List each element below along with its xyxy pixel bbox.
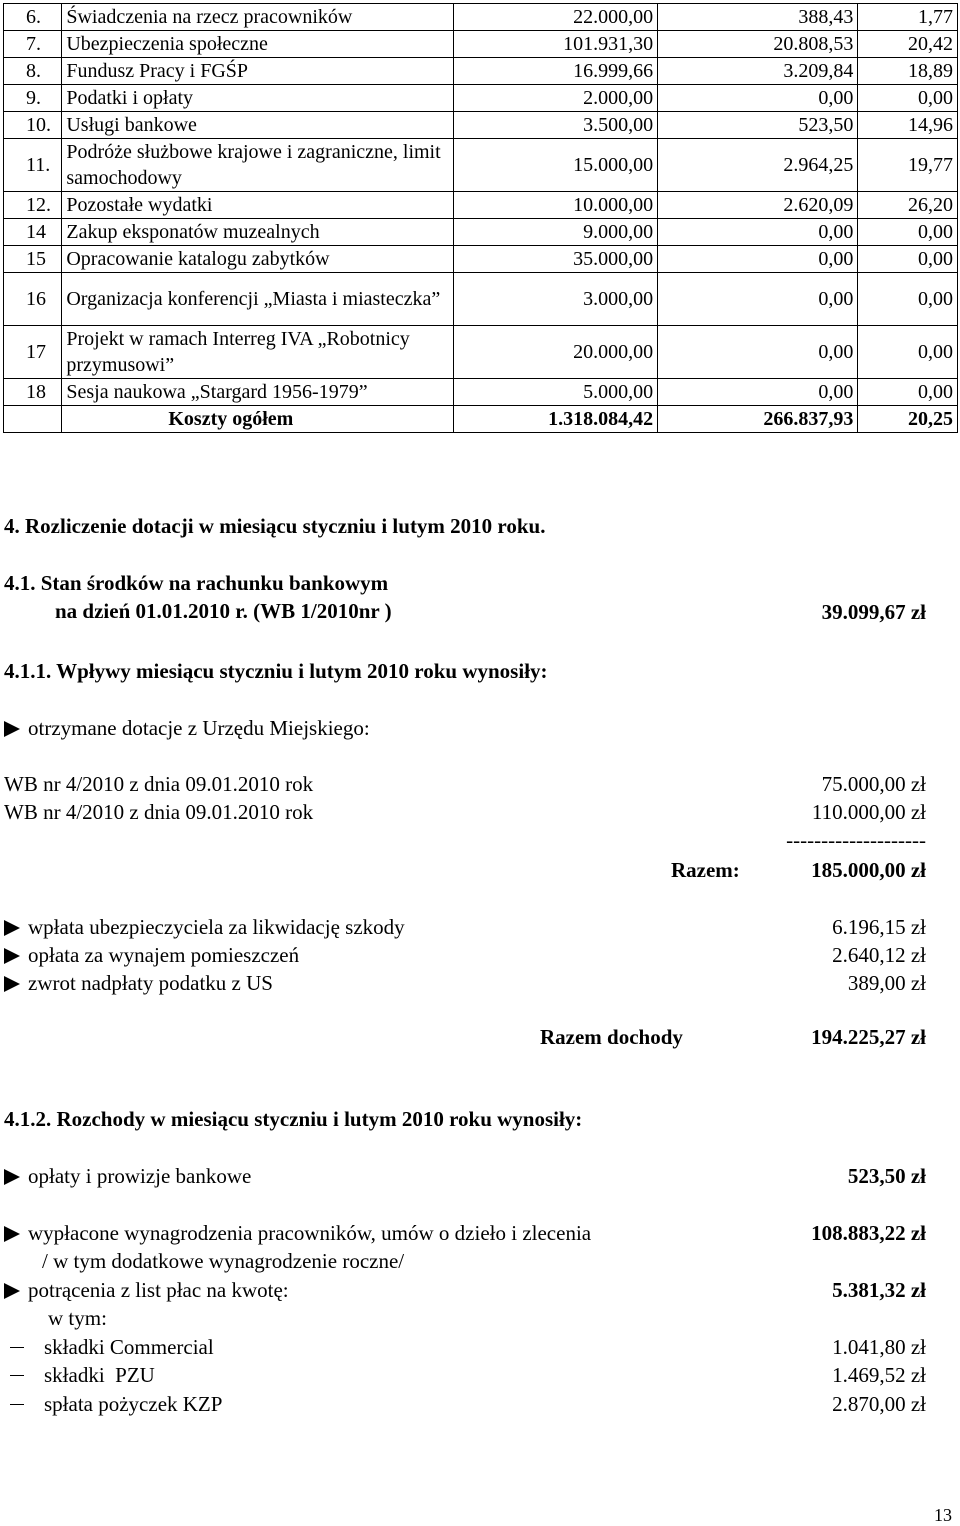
- row-name-cell: Świadczenia na rzecz pracowników: [62, 4, 453, 31]
- row-plan-cell: 10.000,00: [453, 192, 657, 219]
- row-executed-cell: 3.209,84: [658, 58, 858, 85]
- row-executed-cell: 523,50: [658, 112, 858, 139]
- row-number-cell: 15: [4, 246, 62, 273]
- arrow-bullet-icon: [4, 948, 20, 964]
- row-number-cell: 18: [4, 379, 62, 406]
- deductions-item: [4, 1278, 289, 1303]
- deduction-label: składki PZU: [44, 1363, 155, 1387]
- deduction-item-3: [10, 1392, 222, 1417]
- opening-balance-amount: 39.099,67 zł: [821, 600, 926, 624]
- row-executed-cell: 0,00: [658, 219, 858, 246]
- row-name-cell: Fundusz Pracy i FGŚP: [62, 58, 453, 85]
- row-number-cell: 16: [4, 273, 62, 326]
- row-executed-cell: 20.808,53: [658, 31, 858, 58]
- row-name-cell: Organizacja konferencji „Miasta i miasteczka”: [62, 273, 453, 326]
- row-percent-cell: 0,00: [858, 326, 958, 379]
- including-label: w tym:: [48, 1306, 107, 1330]
- wb-label-2: WB nr 4/2010 z dnia 09.01.2010 rok: [4, 800, 314, 824]
- table-row: [4, 31, 958, 58]
- row-name-cell: Zakup eksponatów muzealnych: [62, 219, 453, 246]
- income-item-label: wpłata ubezpieczyciela za likwidację szkody: [28, 915, 405, 939]
- row-percent-cell: 0,00: [858, 379, 958, 406]
- row-number-cell: 11.: [4, 139, 62, 192]
- row-executed-cell: 0,00: [658, 273, 858, 326]
- income-item-2: [4, 943, 299, 968]
- arrow-bullet-icon: [4, 721, 20, 737]
- deduction-amount: 1.469,52 zł: [832, 1363, 926, 1387]
- row-executed-cell: 0,00: [658, 85, 858, 112]
- table-row: [4, 85, 958, 112]
- bank-fees-label: opłaty i prowizje bankowe: [28, 1164, 252, 1188]
- row-plan-cell: 3.500,00: [453, 112, 657, 139]
- table-row: [4, 326, 958, 379]
- row-executed-cell: 0,00: [658, 246, 858, 273]
- row-percent-cell: 0,00: [858, 246, 958, 273]
- row-name-cell: Usługi bankowe: [62, 112, 453, 139]
- row-name-cell: Ubezpieczenia społeczne: [62, 31, 453, 58]
- income-item-3: [4, 971, 273, 996]
- wb-amount-2: 110.000,00 zł: [811, 800, 926, 824]
- subsidies-sum-amount: 185.000,00 zł: [811, 858, 926, 882]
- row-plan-cell: 20.000,00: [453, 326, 657, 379]
- income-total-amount: 194.225,27 zł: [811, 1025, 926, 1049]
- arrow-bullet-icon: [4, 920, 20, 936]
- row-plan-cell: 101.931,30: [453, 31, 657, 58]
- row-number-cell: 10.: [4, 112, 62, 139]
- row-number-cell: 7.: [4, 31, 62, 58]
- row-number-cell: 14: [4, 219, 62, 246]
- income-item-amount: 2.640,12 zł: [832, 943, 926, 967]
- table-row: [4, 139, 958, 192]
- table-row: [4, 4, 958, 31]
- dash-bullet-icon: [10, 1347, 24, 1349]
- row-plan-cell: 35.000,00: [453, 246, 657, 273]
- deduction-amount: 2.870,00 zł: [832, 1392, 926, 1416]
- separator-line: --------------------: [786, 828, 926, 852]
- row-plan-cell: 5.000,00: [453, 379, 657, 406]
- row-percent-cell: 20,42: [858, 31, 958, 58]
- arrow-bullet-icon: [4, 1226, 20, 1242]
- arrow-bullet-icon: [4, 1169, 20, 1185]
- row-plan-cell: 2.000,00: [453, 85, 657, 112]
- deduction-amount: 1.041,80 zł: [832, 1335, 926, 1359]
- row-plan-cell: 16.999,66: [453, 58, 657, 85]
- row-number-cell: 9.: [4, 85, 62, 112]
- salaries-note: / w tym dodatkowe wynagrodzenie roczne/: [42, 1249, 405, 1273]
- income-item-amount: 6.196,15 zł: [832, 915, 926, 939]
- wb-amount-1: 75.000,00 zł: [821, 772, 926, 796]
- row-percent-cell: 0,00: [858, 85, 958, 112]
- row-percent-cell: 0,00: [858, 273, 958, 326]
- section-4-1-date-line: na dzień 01.01.2010 r. (WB 1/2010nr ): [55, 599, 392, 623]
- row-name-cell: Projekt w ramach Interreg IVA „Robotnicy przymusowi”: [62, 326, 453, 379]
- total-percent-cell: 20,25: [858, 406, 958, 433]
- budget-table: [3, 3, 958, 433]
- row-executed-cell: 2.964,25: [658, 139, 858, 192]
- salaries-amount: 108.883,22 zł: [811, 1221, 926, 1245]
- wb-label-1: WB nr 4/2010 z dnia 09.01.2010 rok: [4, 772, 314, 796]
- table-row: [4, 379, 958, 406]
- arrow-bullet-icon: [4, 1283, 20, 1299]
- row-percent-cell: 0,00: [858, 219, 958, 246]
- salaries-label: wypłacone wynagrodzenia pracowników, umów o dzieło i zlecenia: [28, 1221, 592, 1245]
- row-executed-cell: 388,43: [658, 4, 858, 31]
- table-row: [4, 219, 958, 246]
- row-percent-cell: 18,89: [858, 58, 958, 85]
- salaries-item: [4, 1221, 591, 1246]
- income-item-amount: 389,00 zł: [847, 971, 926, 995]
- row-name-cell: Podatki i opłaty: [62, 85, 453, 112]
- row-number-cell: 17: [4, 326, 62, 379]
- table-row: [4, 192, 958, 219]
- row-percent-cell: 1,77: [858, 4, 958, 31]
- subsidies-sum-label: Razem:: [671, 858, 740, 882]
- bank-fees-item: [4, 1164, 251, 1189]
- row-number-cell: 6.: [4, 4, 62, 31]
- deduction-item-1: [10, 1335, 214, 1360]
- section-4-1-2-heading: 4.1.2. Rozchody w miesiącu styczniu i lutym 2010 roku wynosiły:: [4, 1107, 583, 1131]
- row-name-cell: Pozostałe wydatki: [62, 192, 453, 219]
- row-executed-cell: 0,00: [658, 379, 858, 406]
- dash-bullet-icon: [10, 1375, 24, 1377]
- income-total-label: Razem dochody: [540, 1025, 683, 1049]
- arrow-bullet-icon: [4, 976, 20, 992]
- row-plan-cell: 9.000,00: [453, 219, 657, 246]
- total-executed-cell: 266.837,93: [658, 406, 858, 433]
- income-item-label: opłata za wynajem pomieszczeń: [28, 943, 300, 967]
- row-executed-cell: 0,00: [658, 326, 858, 379]
- dash-bullet-icon: [10, 1404, 24, 1406]
- section-4-1-1-heading: 4.1.1. Wpływy miesiącu styczniu i lutym 2010 roku wynosiły:: [4, 659, 548, 683]
- row-executed-cell: 2.620,09: [658, 192, 858, 219]
- total-blank-cell: [4, 406, 62, 433]
- row-name-cell: Opracowanie katalogu zabytków: [62, 246, 453, 273]
- table-row: [4, 112, 958, 139]
- row-percent-cell: 19,77: [858, 139, 958, 192]
- row-plan-cell: 3.000,00: [453, 273, 657, 326]
- subsidies-item: [4, 716, 370, 741]
- row-percent-cell: 14,96: [858, 112, 958, 139]
- income-item-1: [4, 915, 405, 940]
- row-plan-cell: 22.000,00: [453, 4, 657, 31]
- deduction-label: składki Commercial: [44, 1335, 214, 1359]
- table-row: [4, 58, 958, 85]
- row-plan-cell: 15.000,00: [453, 139, 657, 192]
- table-total-row: [4, 406, 958, 433]
- deduction-item-2: [10, 1363, 155, 1388]
- row-number-cell: 12.: [4, 192, 62, 219]
- row-percent-cell: 26,20: [858, 192, 958, 219]
- deduction-label: spłata pożyczek KZP: [44, 1392, 223, 1416]
- section-4-1-heading: 4.1. Stan środków na rachunku bankowym: [4, 571, 389, 595]
- subsidies-label: otrzymane dotacje z Urzędu Miejskiego:: [28, 716, 370, 740]
- row-name-cell: Podróże służbowe krajowe i zagraniczne, limit samochodowy: [62, 139, 453, 192]
- table-row: [4, 273, 958, 326]
- deductions-amount: 5.381,32 zł: [832, 1278, 926, 1302]
- row-name-cell: Sesja naukowa „Stargard 1956-1979”: [62, 379, 453, 406]
- income-item-label: zwrot nadpłaty podatku z US: [28, 971, 273, 995]
- row-number-cell: 8.: [4, 58, 62, 85]
- bank-fees-amount: 523,50 zł: [847, 1164, 926, 1188]
- page-number: 13: [934, 1505, 952, 1525]
- section-4-heading: 4. Rozliczenie dotacji w miesiącu styczniu i lutym 2010 roku.: [4, 514, 546, 538]
- total-plan-cell: 1.318.084,42: [453, 406, 657, 433]
- total-label-cell: Koszty ogółem: [62, 406, 453, 433]
- deductions-label: potrącenia z list płac na kwotę:: [28, 1278, 289, 1302]
- table-row: [4, 246, 958, 273]
